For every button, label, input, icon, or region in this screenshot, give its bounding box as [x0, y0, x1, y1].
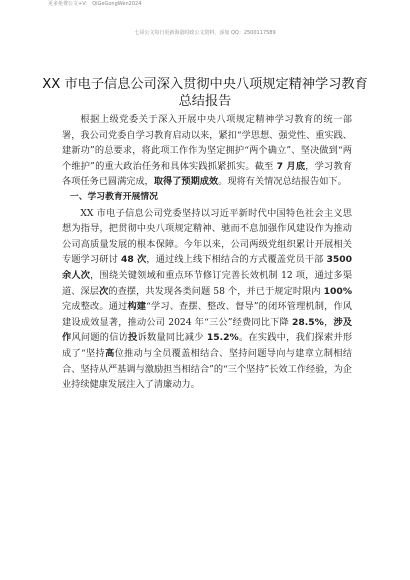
document-body	[62, 112, 352, 393]
bold-text: 48 次	[120, 254, 147, 266]
text-run: 的查摆，共发现各类问题 58 个，并已于规定时限内	[108, 285, 324, 297]
bold-text: 高	[105, 347, 115, 359]
text-run: 。在实践中，我们探索并形成了“坚持	[62, 332, 353, 359]
header-contact-note: 七哥公文每日更新海量时政公文资料，添加 QQ：2500117589	[134, 30, 276, 36]
text-run: 位推动与全员覆盖相结合、坚持问题导向与建章立制相结合、坚持从严基调与激励担当相结合”的“三个坚持”长效工作经验，为企业持续健康发展注入了清廉动力。	[62, 347, 353, 391]
text-run: ，围绕关键领域和重点环节修订完善长效机制 12 项，通过多渠道、深层	[62, 269, 353, 297]
bold-text: 取得了预期成效	[153, 176, 219, 188]
text-run: 。现将有关情况总结报告如下。	[218, 176, 347, 188]
bold-text: 次	[99, 285, 109, 297]
text-run: 根据上级党委关于深入开展中央八项规定精神学习教育的统一部署，我公司党委自学习教育启动以来，紧扣“学思想、强党性、重实践、建新功”的总要求，将此项工作作为坚定拥护“两个确立”、坚决做到“两个维护”的重大政治任务和具体实践抓紧抓实。截至	[62, 114, 352, 172]
text-run: ，学习教育各项任务已圆满完成，	[62, 160, 353, 188]
text-run: XX 市电子信息公司党委坚持以习近平新时代中国特色社会主义思想为指导，把贯彻中央八项规定精神、驰而不息加强作风建设作为推动公司高质量发展的根本保障。今年以来，公司两级党组织累计开展相关专题学习研讨	[62, 207, 352, 266]
bold-text: 15.2%	[206, 332, 239, 344]
bold-text: 28.5%	[292, 316, 324, 328]
section-heading: 一、学习教育开展情况	[69, 191, 158, 202]
text-run: 完成整改。通过	[62, 301, 128, 313]
text-run: “学习、查摆、整改、督导”的闭环管理机制，作风建设成效显著，推动公司 2024 年“三公”经费同比下降	[62, 301, 352, 328]
bold-text: 涉及作	[62, 316, 353, 344]
text-run: 诉数量同比减少	[137, 332, 207, 344]
text-run: 风问题的信访	[71, 332, 129, 344]
section-paragraph	[62, 206, 352, 393]
bold-text: 投	[128, 332, 138, 344]
bold-text: 3500 余人次	[62, 254, 353, 281]
header-promo-note: 更多免费公文+V： QiGeGongWen2024	[48, 1, 142, 7]
document-title: XX 市电子信息公司深入贯彻中央八项规定精神学习教育总结报告	[42, 77, 368, 109]
bold-text: 7 月底	[276, 160, 306, 172]
bold-text: 构建	[127, 301, 147, 313]
bold-text: 100%	[323, 285, 353, 297]
text-run: ，通过线上线下相结合的方式覆盖党员干部	[146, 254, 327, 266]
intro-paragraph	[62, 112, 352, 190]
text-run: ，	[323, 316, 334, 328]
